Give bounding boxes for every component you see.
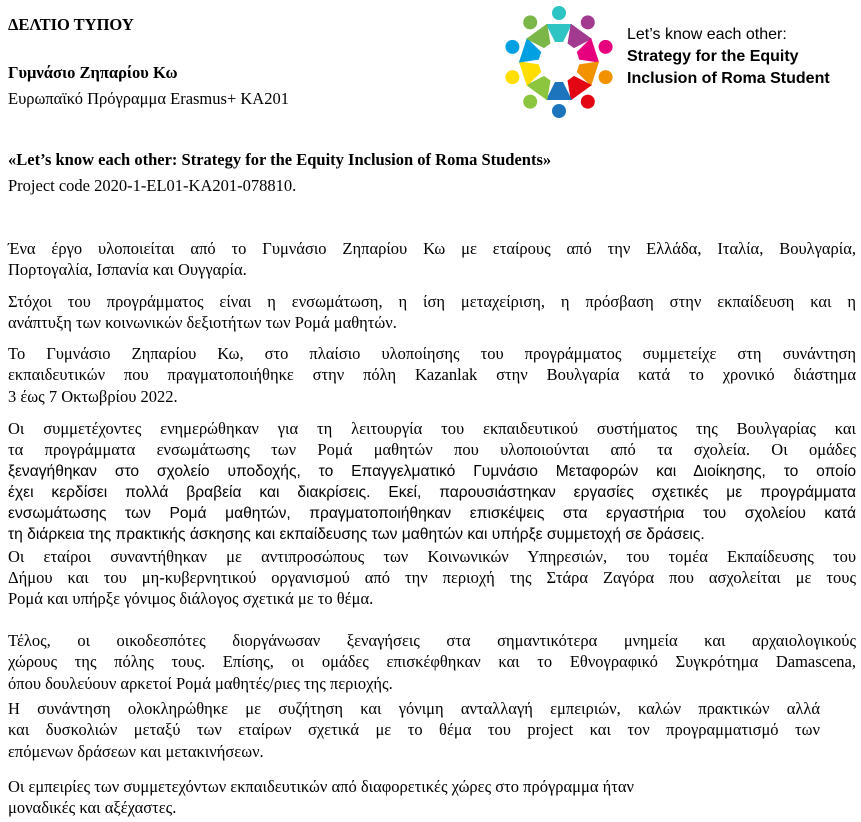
text-line: μοναδικές και αξέχαστες. (8, 798, 177, 818)
text-line: 3 έως 7 Οκτωβρίου 2022. (8, 386, 178, 406)
text-line: Τέλος, οι οικοδεσπότες διοργάνωσαν ξεναγήσεις στα σημαντικότερα μνημεία και αρχαιολογικούς (8, 631, 856, 650)
program-name: Ευρωπαϊκό Πρόγραμμα Erasmus+ KA201 (8, 89, 289, 108)
project-title: «Let’s know each other: Strategy for the Equity Inclusion of Roma Students» (8, 150, 552, 169)
text-line: ξεναγήθηκαν στο σχολείο υποδοχής, το Επαγγελματικό Γυμνάσιο Μεταφορών και Διοίκησης, το οποίο (8, 462, 856, 480)
text-line: τη διάρκεια της πρακτικής άσκησης και εκπαίδευσης των μαθητών και υπήρξε συμμετοχή σε δράσεις. (8, 526, 705, 544)
text-line: Δήμου και του μη-κυβερνητικού οργανισμού από την περιοχή της Στάρα Ζαγόρα που ασχολείται με τους (8, 568, 856, 588)
text-line: Πορτογαλία, Ισπανία και Ουγγαρία. (8, 260, 247, 280)
text-line: Οι συμμετέχοντες ενημερώθηκαν για τη λειτουργία του εκπαιδευτικού συστήματος της Βουλγαρίας και (8, 419, 856, 438)
text-line: όπου δουλεύουν αρκετοί Ρομά μαθητές/ριες της περιοχής. (8, 673, 393, 693)
text-line: ανάπτυξη των κοινωνικών δεξιοτήτων των Ρομά μαθητών. (8, 313, 397, 333)
press-release-heading: ΔΕΛΤΙΟ ΤΥΠΟΥ (8, 15, 134, 34)
text-line: εκπαιδευτικών που πραγματοποιήθηκε στην πόλη Kazanlak στην Βουλγαρία κατά το χρονικό διάστημα (8, 365, 856, 385)
school-name: Γυμνάσιο Ζηπαρίου Κω (8, 63, 178, 82)
logo-tagline: Let’s know each other: (627, 26, 787, 43)
paragraph-conclusion (8, 698, 820, 762)
text-line: χώρους της πόλης τους. Επίσης, οι ομάδες επισκέφθηκαν και το Εθνογραφικό Συγκρότημα Damascena, (8, 652, 856, 672)
project-logo (500, 3, 618, 121)
text-line: τα προγράμματα ενσωμάτωσης των Ρομά μαθητών που υλοποιούνται από τα σχολεία. Οι ομάδες (8, 440, 856, 460)
text-line: Οι εμπειρίες των συμμετεχόντων εκπαιδευτικών από διαφορετικές χώρες στο πρόγραμμα ήταν (8, 777, 634, 796)
text-line: επόμενων δράσεων και μετακινήσεων. (8, 741, 264, 761)
roma-inclusion-logo-icon (500, 3, 618, 121)
text-line: Το Γυμνάσιο Ζηπαρίου Κω, στο πλαίσιο υλοποίησης του προγράμματος συμμετείχε στη συνάντηση (8, 344, 856, 363)
paragraph-objectives (8, 291, 856, 334)
project-code: Project code 2020-1-EL01-KA201-078810. (8, 176, 297, 195)
logo-title-line-2: Inclusion of Roma Student (627, 70, 830, 87)
paragraph-partners (8, 238, 856, 281)
logo-figure (546, 82, 572, 118)
text-line: Οι εταίροι συναντήθηκαν με αντιπροσώπους των Κοινωνικών Υπηρεσιών, του τομέα Εκπαίδευσης του (8, 546, 856, 566)
paragraph-tours (8, 630, 856, 694)
text-line: Στόχοι του προγράμματος είναι η ενσωμάτωση, η ίση μεταχείριση, η πρόσβαση στην εκπαίδευση και η (8, 292, 856, 311)
text-line: έχει κερδίσει πολλά βραβεία και διακρίσεις. Εκεί, παρουσιάστηκαν εργασίες σχετικές με προγράμματα (8, 483, 856, 501)
text-line: και δυσκολιών μεταξύ των εταίρων σχετικά με το θέμα του project και τον προγραμματισμό των (8, 720, 820, 740)
logo-title-line-1: Strategy for the Equity (627, 48, 799, 65)
paragraph-experiences (8, 776, 856, 819)
text-line: Ρομά και υπήρξε γόνιμος διάλογος σχετικά με το θέμα. (8, 589, 374, 609)
paragraph-activities (8, 418, 856, 610)
paragraph-meeting (8, 343, 856, 407)
text-line: Ένα έργο υλοποιείται από το Γυμνάσιο Ζηπαρίου Κω με εταίρους από την Ελλάδα, Ιταλία, Βουλγαρία, (8, 239, 856, 258)
logo-figure (546, 6, 572, 42)
text-line: ενσωμάτωσης των Ρομά μαθητών, πραγματοποιήθηκαν επισκέψεις στα εργαστήρια του σχολείου κατά (8, 505, 856, 523)
text-line: Η συνάντηση ολοκληρώθηκε με συζήτηση και γόνιμη ανταλλαγή εμπειριών, καλών πρακτικών αλλά (8, 699, 820, 718)
